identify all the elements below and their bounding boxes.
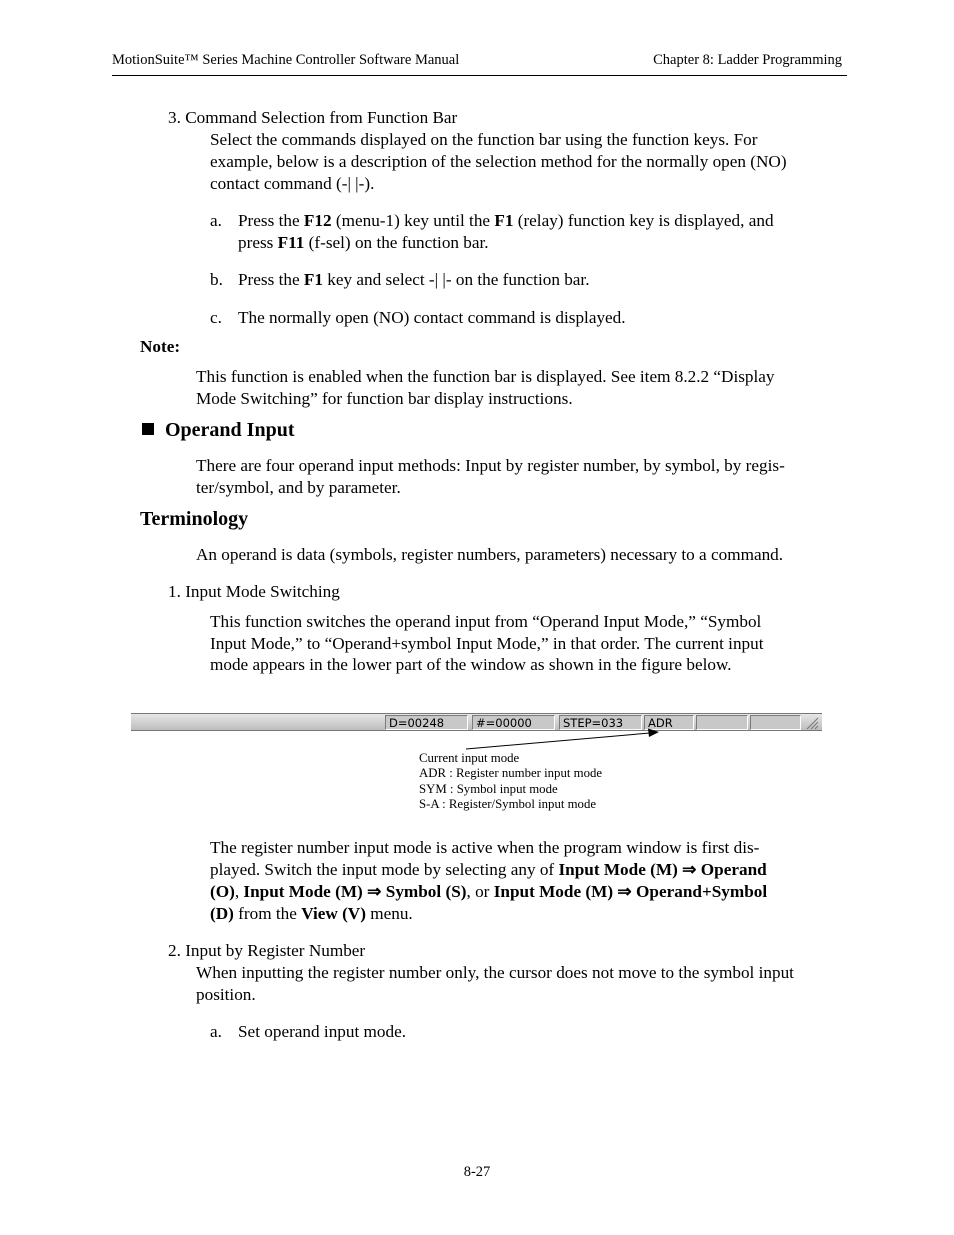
item2-line1: When inputting the register number only, the cursor does not move to the symbol input	[196, 963, 794, 982]
item1-line3: mode appears in the lower part of the window as shown in the figure below.	[210, 655, 732, 674]
item1-title: 1. Input Mode Switching	[168, 582, 340, 601]
item3b-line1: Press the F1 key and select -| |- on the function bar.	[238, 270, 590, 289]
status-step-panel: STEP=033	[559, 715, 642, 730]
caption-line3: SYM : Symbol input mode	[419, 782, 558, 796]
status-hash-panel: #=00000	[472, 715, 555, 730]
register-para-line1: The register number input mode is active when the program window is first dis-	[210, 838, 760, 857]
item2-line2: position.	[196, 985, 256, 1004]
item3b-marker: b.	[210, 270, 223, 289]
operand-input-line1: There are four operand input methods: Input by register number, by symbol, by regis-	[196, 456, 785, 475]
item1-line2: Input Mode,” to “Operand+symbol Input Mode,” in that order. The current input	[210, 634, 764, 653]
status-mode-panel: ADR	[644, 715, 694, 730]
header-rule	[112, 75, 847, 76]
register-para-line3: (O), Input Mode (M) ⇒ Symbol (S), or Input Mode (M) ⇒ Operand+Symbol	[210, 882, 768, 901]
page-number: 8-27	[463, 1164, 491, 1180]
resize-grip-icon	[805, 716, 819, 730]
operand-input-heading: Operand Input	[142, 419, 295, 442]
item3a-line1: Press the F12 (menu-1) key until the F1 (relay) function key is displayed, and	[238, 211, 774, 230]
item2a-text: Set operand input mode.	[238, 1022, 407, 1041]
status-empty-panel-1	[696, 715, 748, 730]
item3c-marker: c.	[210, 308, 222, 327]
status-d-panel: D=00248	[385, 715, 468, 730]
item3a-line2: press F11 (f-sel) on the function bar.	[238, 233, 489, 252]
item3-line2: example, below is a description of the selection method for the normally open (NO)	[210, 152, 787, 171]
item2-title: 2. Input by Register Number	[168, 941, 366, 960]
note-line2: Mode Switching” for function bar display instructions.	[196, 389, 573, 408]
square-bullet-icon	[142, 423, 154, 435]
terminology-heading: Terminology	[140, 508, 249, 530]
operand-input-line2: ter/symbol, and by parameter.	[196, 478, 401, 497]
register-para-line2: played. Switch the input mode by selecting any of Input Mode (M) ⇒ Operand	[210, 860, 767, 879]
caption-line2: ADR : Register number input mode	[419, 766, 603, 780]
note-label: Note:	[140, 337, 181, 356]
status-empty-panel-2	[750, 715, 801, 730]
header-manual-title: MotionSuite™ Series Machine Controller Software Manual	[112, 52, 460, 68]
item3c-text: The normally open (NO) contact command is displayed.	[238, 308, 626, 327]
item3a-marker: a.	[210, 211, 222, 230]
item3-title: 3. Command Selection from Function Bar	[168, 108, 458, 127]
caption-line4: S-A : Register/Symbol input mode	[419, 797, 597, 811]
header-chapter: Chapter 8: Ladder Programming	[653, 52, 842, 68]
item2a-marker: a.	[210, 1022, 222, 1041]
note-line1: This function is enabled when the function bar is displayed. See item 8.2.2 “Display	[196, 367, 775, 386]
terminology-text: An operand is data (symbols, register numbers, parameters) necessary to a command.	[196, 545, 784, 564]
item3-line3: contact command (-| |-).	[210, 174, 375, 193]
caption-line1: Current input mode	[419, 751, 520, 765]
item1-line1: This function switches the operand input from “Operand Input Mode,” “Symbol	[210, 612, 762, 631]
register-para-line4: (D) from the View (V) menu.	[210, 904, 413, 923]
item3-line1: Select the commands displayed on the function bar using the function keys. For	[210, 130, 758, 149]
